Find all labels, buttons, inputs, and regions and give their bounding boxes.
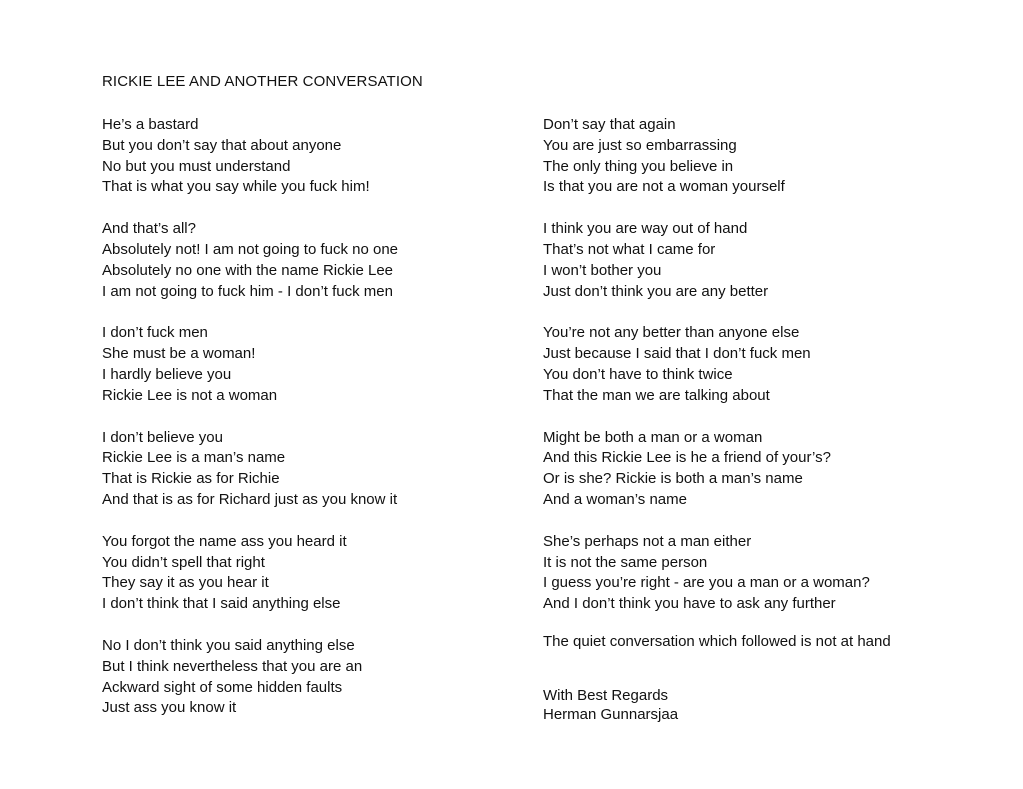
signature-greeting: With Best Regards	[543, 687, 669, 704]
poem-line: You don’t have to think twice	[543, 365, 733, 383]
stanza	[543, 323, 963, 406]
poem-line: Rickie Lee is a man’s name	[102, 449, 286, 467]
stanza	[102, 532, 522, 615]
poem-title: RICKIE LEE AND ANOTHER CONVERSATION	[102, 73, 423, 90]
poem-line: Don’t say that again	[543, 116, 676, 133]
poem-line: I am not going to fuck him - I don’t fuck men	[102, 282, 393, 300]
poem-line: You forgot the name ass you heard it	[102, 532, 347, 550]
stanza	[102, 428, 522, 511]
poem-line: Ackward sight of some hidden faults	[102, 678, 343, 696]
stanza	[543, 115, 963, 198]
poem-line: He’s a bastard	[102, 116, 199, 133]
poem-line: I don’t fuck men	[102, 324, 208, 342]
signature-block	[543, 686, 678, 724]
poem-line: You are just so embarrassing	[543, 136, 737, 154]
poem-line: No I don’t think you said anything else	[102, 636, 355, 654]
stanza	[102, 636, 522, 719]
poem-line: Absolutely no one with the name Rickie Lee	[102, 261, 394, 279]
stanza	[543, 532, 963, 615]
poem-line: Just because I said that I don’t fuck men	[543, 345, 811, 363]
stanza	[102, 115, 522, 198]
poem-line: I don’t think that I said anything else	[102, 595, 341, 613]
poem-line: And I don’t think you have to ask any further	[543, 595, 836, 613]
poem-line: Or is she? Rickie is both a man’s name	[543, 470, 803, 488]
poem-line: She must be a woman!	[102, 345, 256, 363]
right-column	[543, 115, 963, 636]
poem-line: And that’s all?	[102, 220, 196, 238]
poem-line: It is not the same person	[543, 553, 708, 571]
poem-line: I don’t believe you	[102, 428, 223, 446]
poem-line: But you don’t say that about anyone	[102, 136, 342, 154]
poem-line: That is what you say while you fuck him!	[102, 178, 370, 196]
poem-line: Just don’t think you are any better	[543, 282, 769, 300]
poem-line: And a woman’s name	[543, 490, 687, 508]
poem-line: Is that you are not a woman yourself	[543, 178, 785, 196]
poem-line: I guess you’re right - are you a man or a woman?	[543, 574, 870, 592]
poem-line: You’re not any better than anyone else	[543, 324, 800, 342]
left-column	[102, 115, 522, 740]
poem-line: Might be both a man or a woman	[543, 428, 763, 446]
poem-line: No but you must understand	[102, 157, 291, 175]
closing-note: The quiet conversation which followed is not at hand	[543, 633, 891, 650]
stanza	[543, 219, 963, 302]
poem-line: Absolutely not! I am not going to fuck no one	[102, 240, 399, 258]
poem-line: The only thing you believe in	[543, 157, 734, 175]
poem-line: And that is as for Richard just as you know it	[102, 490, 398, 508]
poem-line: I won’t bother you	[543, 261, 662, 279]
signature-name: Herman Gunnarsjaa	[543, 706, 679, 723]
poem-line: That’s not what I came for	[543, 240, 716, 258]
poem-line: That the man we are talking about	[543, 386, 770, 404]
poem-line: Just ass you know it	[102, 699, 237, 717]
poem-line: I hardly believe you	[102, 365, 232, 383]
poem-line: They say it as you hear it	[102, 574, 269, 592]
poem-line: I think you are way out of hand	[543, 220, 748, 238]
stanza	[102, 219, 522, 302]
poem-line: She’s perhaps not a man either	[543, 532, 752, 550]
stanza	[102, 323, 522, 406]
poem-line: Rickie Lee is not a woman	[102, 386, 278, 404]
poem-line: And this Rickie Lee is he a friend of your’s?	[543, 449, 831, 467]
stanza	[543, 428, 963, 511]
poem-line: You didn’t spell that right	[102, 553, 265, 571]
poem-line: But I think nevertheless that you are an	[102, 657, 363, 675]
poem-line: That is Rickie as for Richie	[102, 470, 280, 488]
